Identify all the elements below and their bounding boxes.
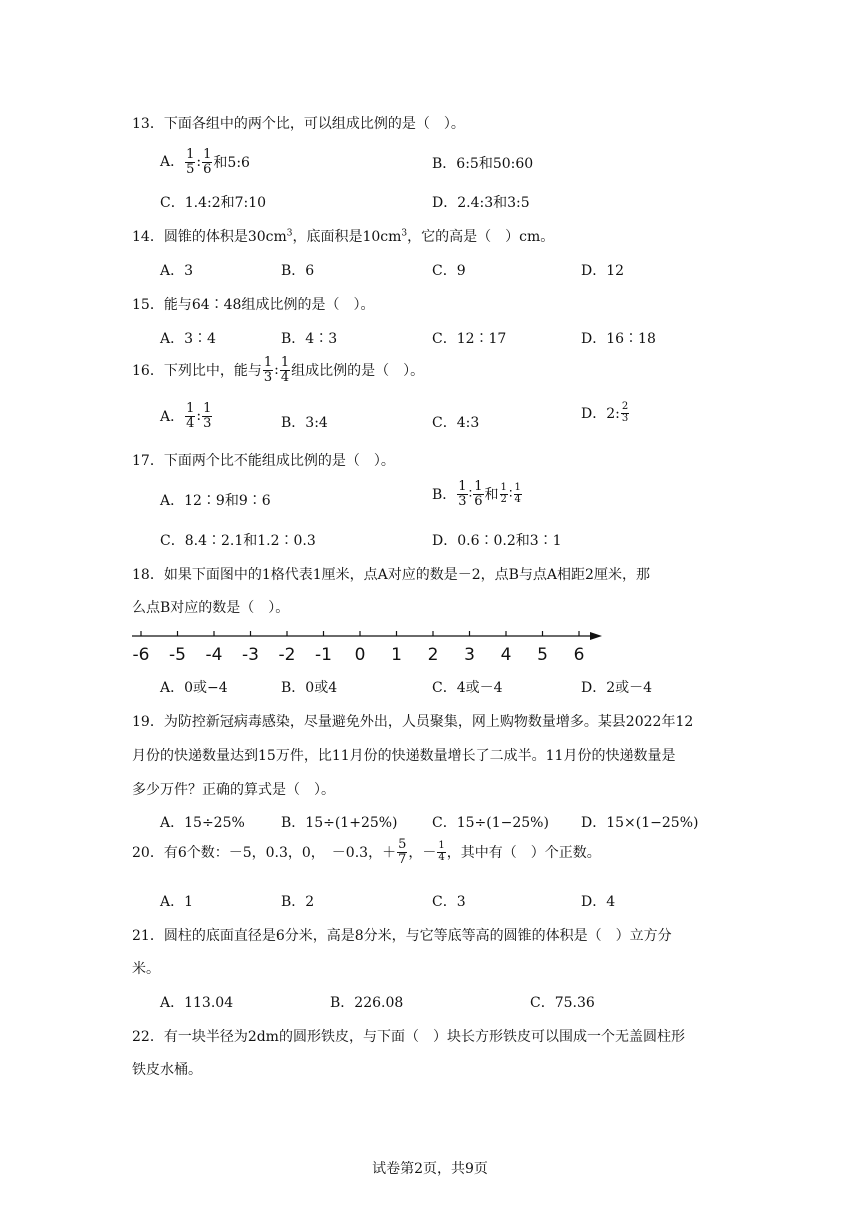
q18-option-d[interactable]: D．2或－4 [581, 680, 653, 696]
q19-option-a[interactable]: A．15÷25% [160, 815, 245, 831]
number-line-label: 6 [573, 645, 585, 665]
fraction: $\frac{5}{7}$ [398, 837, 407, 867]
q13-option-a[interactable]: A． $\frac{1}{5}$ : $\frac{1}{6}$ 和5:6 [160, 147, 250, 177]
fraction: $\frac{1}{2}$ [500, 482, 507, 505]
page-footer: 试卷第2页，共9页 [372, 1161, 488, 1177]
q16-option-d[interactable]: D．2: $\frac{2}{3}$ [581, 401, 629, 424]
fraction: $\frac{1}{3}$ [458, 479, 467, 509]
fraction: $\frac{1}{6}$ [474, 479, 483, 509]
q17-stem: 17．下面两个比不能组成比例的是（ ）。 [132, 453, 395, 469]
q15-option-d[interactable]: D．16∶18 [581, 331, 656, 347]
q18-option-b[interactable]: B．0或4 [281, 680, 338, 696]
q13-stem: 13．下面各组中的两个比，可以组成比例的是（ ）。 [132, 116, 465, 132]
number-line-label: 2 [427, 645, 439, 665]
q21-stem-line2: 米。 [132, 961, 160, 977]
q16-option-b[interactable]: B．3:4 [281, 415, 328, 431]
q13-option-b[interactable]: B．6:5和50:60 [432, 156, 534, 172]
number-line-label: -6 [132, 645, 150, 665]
q16-option-a[interactable]: A． $\frac{1}{4}$ : $\frac{1}{3}$ [160, 401, 212, 431]
q18-option-c[interactable]: C．4或－4 [432, 680, 503, 696]
q19-option-d[interactable]: D．15×(1−25%) [581, 815, 699, 831]
fraction: $\frac{2}{3}$ [621, 401, 629, 424]
q21-option-b[interactable]: B．226.08 [330, 995, 404, 1011]
number-line [128, 624, 608, 666]
q20-option-a[interactable]: A．1 [160, 894, 194, 910]
q21-option-c[interactable]: C．75.36 [530, 995, 595, 1011]
q19-option-b[interactable]: B．15÷(1+25%) [281, 815, 398, 831]
fraction: $\frac{1}{3}$ [263, 355, 273, 385]
q18-stem-line2: 么点B对应的数是（ ）。 [132, 600, 290, 616]
q16-option-c[interactable]: C．4:3 [432, 415, 480, 431]
q18-option-a[interactable]: A．0或−4 [160, 680, 228, 696]
q14-option-a[interactable]: A．3 [160, 263, 194, 279]
fraction: $\frac{1}{4}$ [438, 840, 445, 863]
fraction: $\frac{1}{3}$ [203, 401, 212, 431]
q15-option-b[interactable]: B．4∶3 [281, 331, 338, 347]
q17-option-d[interactable]: D．0.6∶0.2和3∶1 [432, 533, 562, 549]
fraction: $\frac{1}{5}$ [186, 147, 195, 177]
q14-option-c[interactable]: C．9 [432, 263, 466, 279]
q17-option-a[interactable]: A．12∶9和9∶6 [160, 493, 271, 509]
number-line-label: 0 [354, 645, 366, 665]
q17-option-b[interactable]: B． $\frac{1}{3}$ ∶ $\frac{1}{6}$ 和 $\frac{1}{2}$ ∶ $\frac{1}{4}$ [432, 479, 521, 509]
q14-option-d[interactable]: D．12 [581, 263, 625, 279]
q15-option-a[interactable]: A．3∶4 [160, 331, 216, 347]
q19-option-c[interactable]: C．15÷(1−25%) [432, 815, 549, 831]
q13-option-d[interactable]: D．2.4:3和3:5 [432, 195, 530, 211]
q13-option-c[interactable]: C．1.4:2和7:10 [160, 195, 267, 211]
q19-stem-line3: 多少万件？正确的算式是（ ）。 [132, 782, 335, 798]
q21-stem-line1: 21．圆柱的底面直径是6分米，高是8分米，与它等底等高的圆锥的体积是（ ）立方分 [132, 928, 672, 944]
number-line-label: 5 [537, 645, 548, 665]
fraction: $\frac{1}{6}$ [203, 147, 212, 177]
number-line-label: 1 [391, 645, 402, 665]
fraction: $\frac{1}{4}$ [514, 482, 521, 505]
q19-stem-line2: 月份的快递数量达到15万件，比11月份的快递数量增长了二成半。11月份的快递数量是 [132, 748, 676, 764]
q20-option-b[interactable]: B．2 [281, 894, 315, 910]
q14-stem: 14．圆锥的体积是$30cm^3$，底面积是$10cm^3$，它的高是（ ）cm。 [132, 228, 555, 245]
q20-stem: 20．有6个数：－5，0.3，0， －0.3，＋ $\frac{5}{7}$ ，－ $\frac{1}{4}$ ，其中有（ ）个正数。 [132, 837, 601, 867]
number-line-label: 3 [464, 645, 475, 665]
fraction: $\frac{1}{4}$ [186, 401, 195, 431]
q15-stem: 15．能与64∶48组成比例的是（ ）。 [132, 297, 375, 313]
q17-option-c[interactable]: C．8.4∶2.1和1.2∶0.3 [160, 533, 316, 549]
q22-stem-line1: 22．有一块半径为2dm的圆形铁皮，与下面（ ）块长方形铁皮可以围成一个无盖圆柱形 [132, 1029, 685, 1045]
number-line-label: -3 [242, 645, 259, 665]
q19-stem-line1: 19．为防控新冠病毒感染，尽量避免外出，人员聚集，网上购物数量增多。某县2022年12 [132, 714, 694, 730]
q15-option-c[interactable]: C．12∶17 [432, 331, 507, 347]
q14-option-b[interactable]: B．6 [281, 263, 315, 279]
q16-stem: 16．下列比中，能与 $\frac{1}{3}$ : $\frac{1}{4}$ 组成比例的是（ ）。 [132, 355, 425, 385]
q22-stem-line2: 铁皮水桶。 [132, 1062, 202, 1078]
number-line-label: -5 [169, 645, 186, 665]
fraction: $\frac{1}{4}$ [280, 355, 290, 385]
q20-option-d[interactable]: D．4 [581, 894, 616, 910]
number-line-label: 4 [500, 645, 512, 665]
number-line-label: -1 [315, 645, 332, 665]
q21-option-a[interactable]: A．113.04 [160, 995, 234, 1011]
q18-stem-line1: 18．如果下面图中的1格代表1厘米，点A对应的数是－2，点B与点A相距2厘米，那 [132, 567, 650, 583]
number-line-label: -4 [205, 645, 223, 665]
number-line-label: -2 [278, 645, 296, 665]
q20-option-c[interactable]: C．3 [432, 894, 466, 910]
